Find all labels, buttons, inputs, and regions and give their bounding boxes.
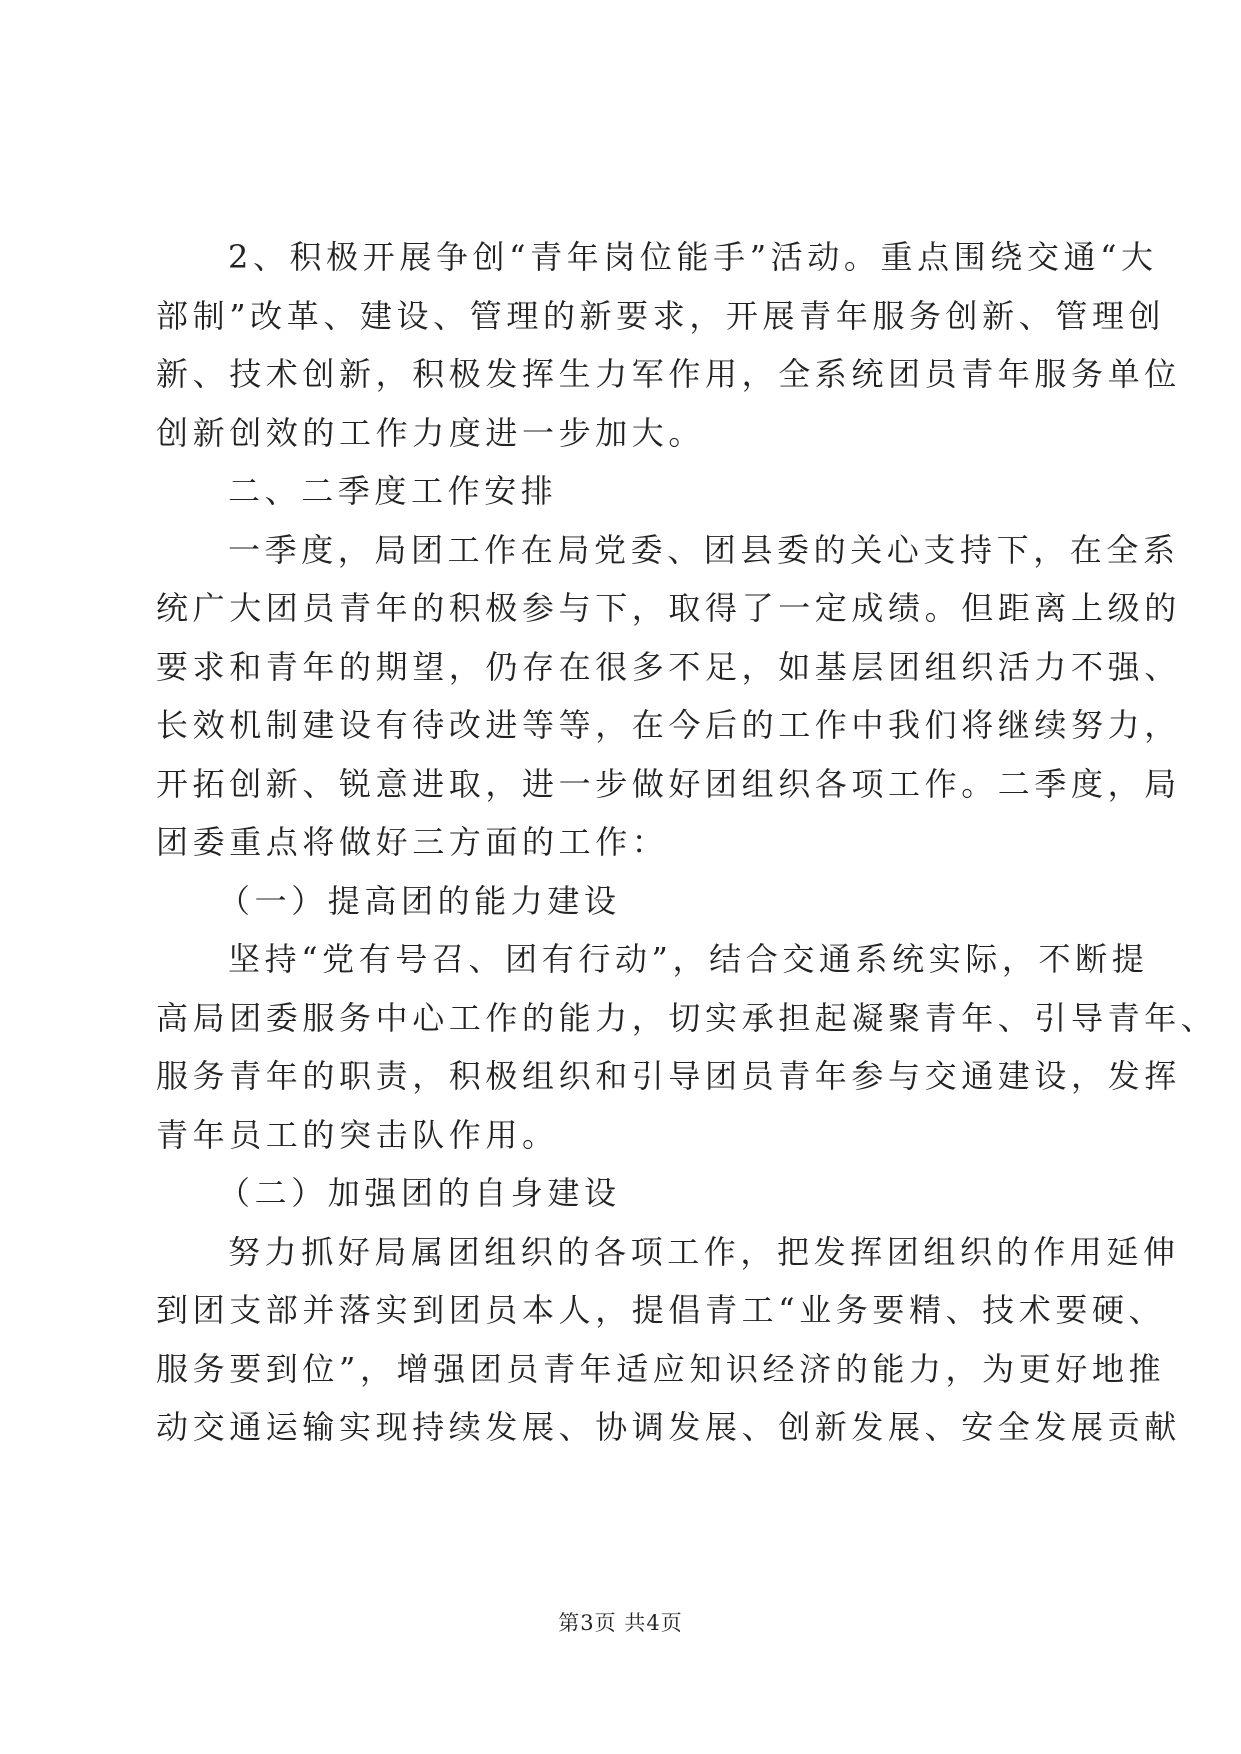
text-line: 创新创效的工作力度进一步加大。 xyxy=(156,413,706,452)
text-line: 一季度，局团工作在局党委、团县委的关心支持下，在全系 xyxy=(228,530,1180,569)
document-body xyxy=(156,228,1218,1457)
text-line: 坚持“党有号召、团有行动”，结合交通系统实际，不断提 xyxy=(228,940,1149,978)
text-line: 努力抓好局属团组织的各项工作，把发挥团组织的作用延伸 xyxy=(228,1232,1180,1271)
text-line: 动交通运输实现持续发展、协调发展、创新发展、安全发展贡献 xyxy=(156,1408,1181,1446)
text-line: 青年员工的突击队作用。 xyxy=(156,1115,559,1154)
text-line: 新、技术创新，积极发挥生力军作用，全系统团员青年服务单位 xyxy=(156,355,1181,393)
text-line: 统广大团员青年的积极参与下，取得了一定成绩。但距离上级的 xyxy=(156,589,1181,627)
text-line: 长效机制建设有待改进等等，在今后的工作中我们将继续努力， xyxy=(156,706,1181,744)
text-line: 开拓创新、锐意进取，进一步做好团组织各项工作。二季度，局 xyxy=(156,764,1181,803)
text-line: 要求和青年的期望，仍存在很多不足，如基层团组织活力不强、 xyxy=(156,647,1181,686)
subsection-heading: （一）提高团的能力建设 xyxy=(218,881,621,920)
text-line: 部制”改革、建设、管理的新要求，开展青年服务创新、管理创 xyxy=(156,296,1166,335)
subsection-heading: （二）加强团的自身建设 xyxy=(218,1174,621,1212)
section-heading: 二、二季度工作安排 xyxy=(228,472,558,510)
page-footer: 第3页 共4页 xyxy=(558,1611,683,1635)
text-line: 团委重点将做好三方面的工作： xyxy=(156,823,669,861)
text-line: 服务要到位”，增强团员青年适应知识经济的能力，为更好地推 xyxy=(156,1349,1166,1388)
text-line: 服务青年的职责，积极组织和引导团员青年参与交通建设，发挥 xyxy=(156,1057,1181,1095)
text-line: 高局团委服务中心工作的能力，切实承担起凝聚青年、引导青年、 xyxy=(156,998,1218,1037)
text-line: 2、积极开展争创“青年岗位能手”活动。重点围绕交通“大 xyxy=(228,238,1158,276)
text-line: 到团支部并落实到团员本人，提倡青工“业务要精、技术要硬、 xyxy=(156,1291,1166,1329)
